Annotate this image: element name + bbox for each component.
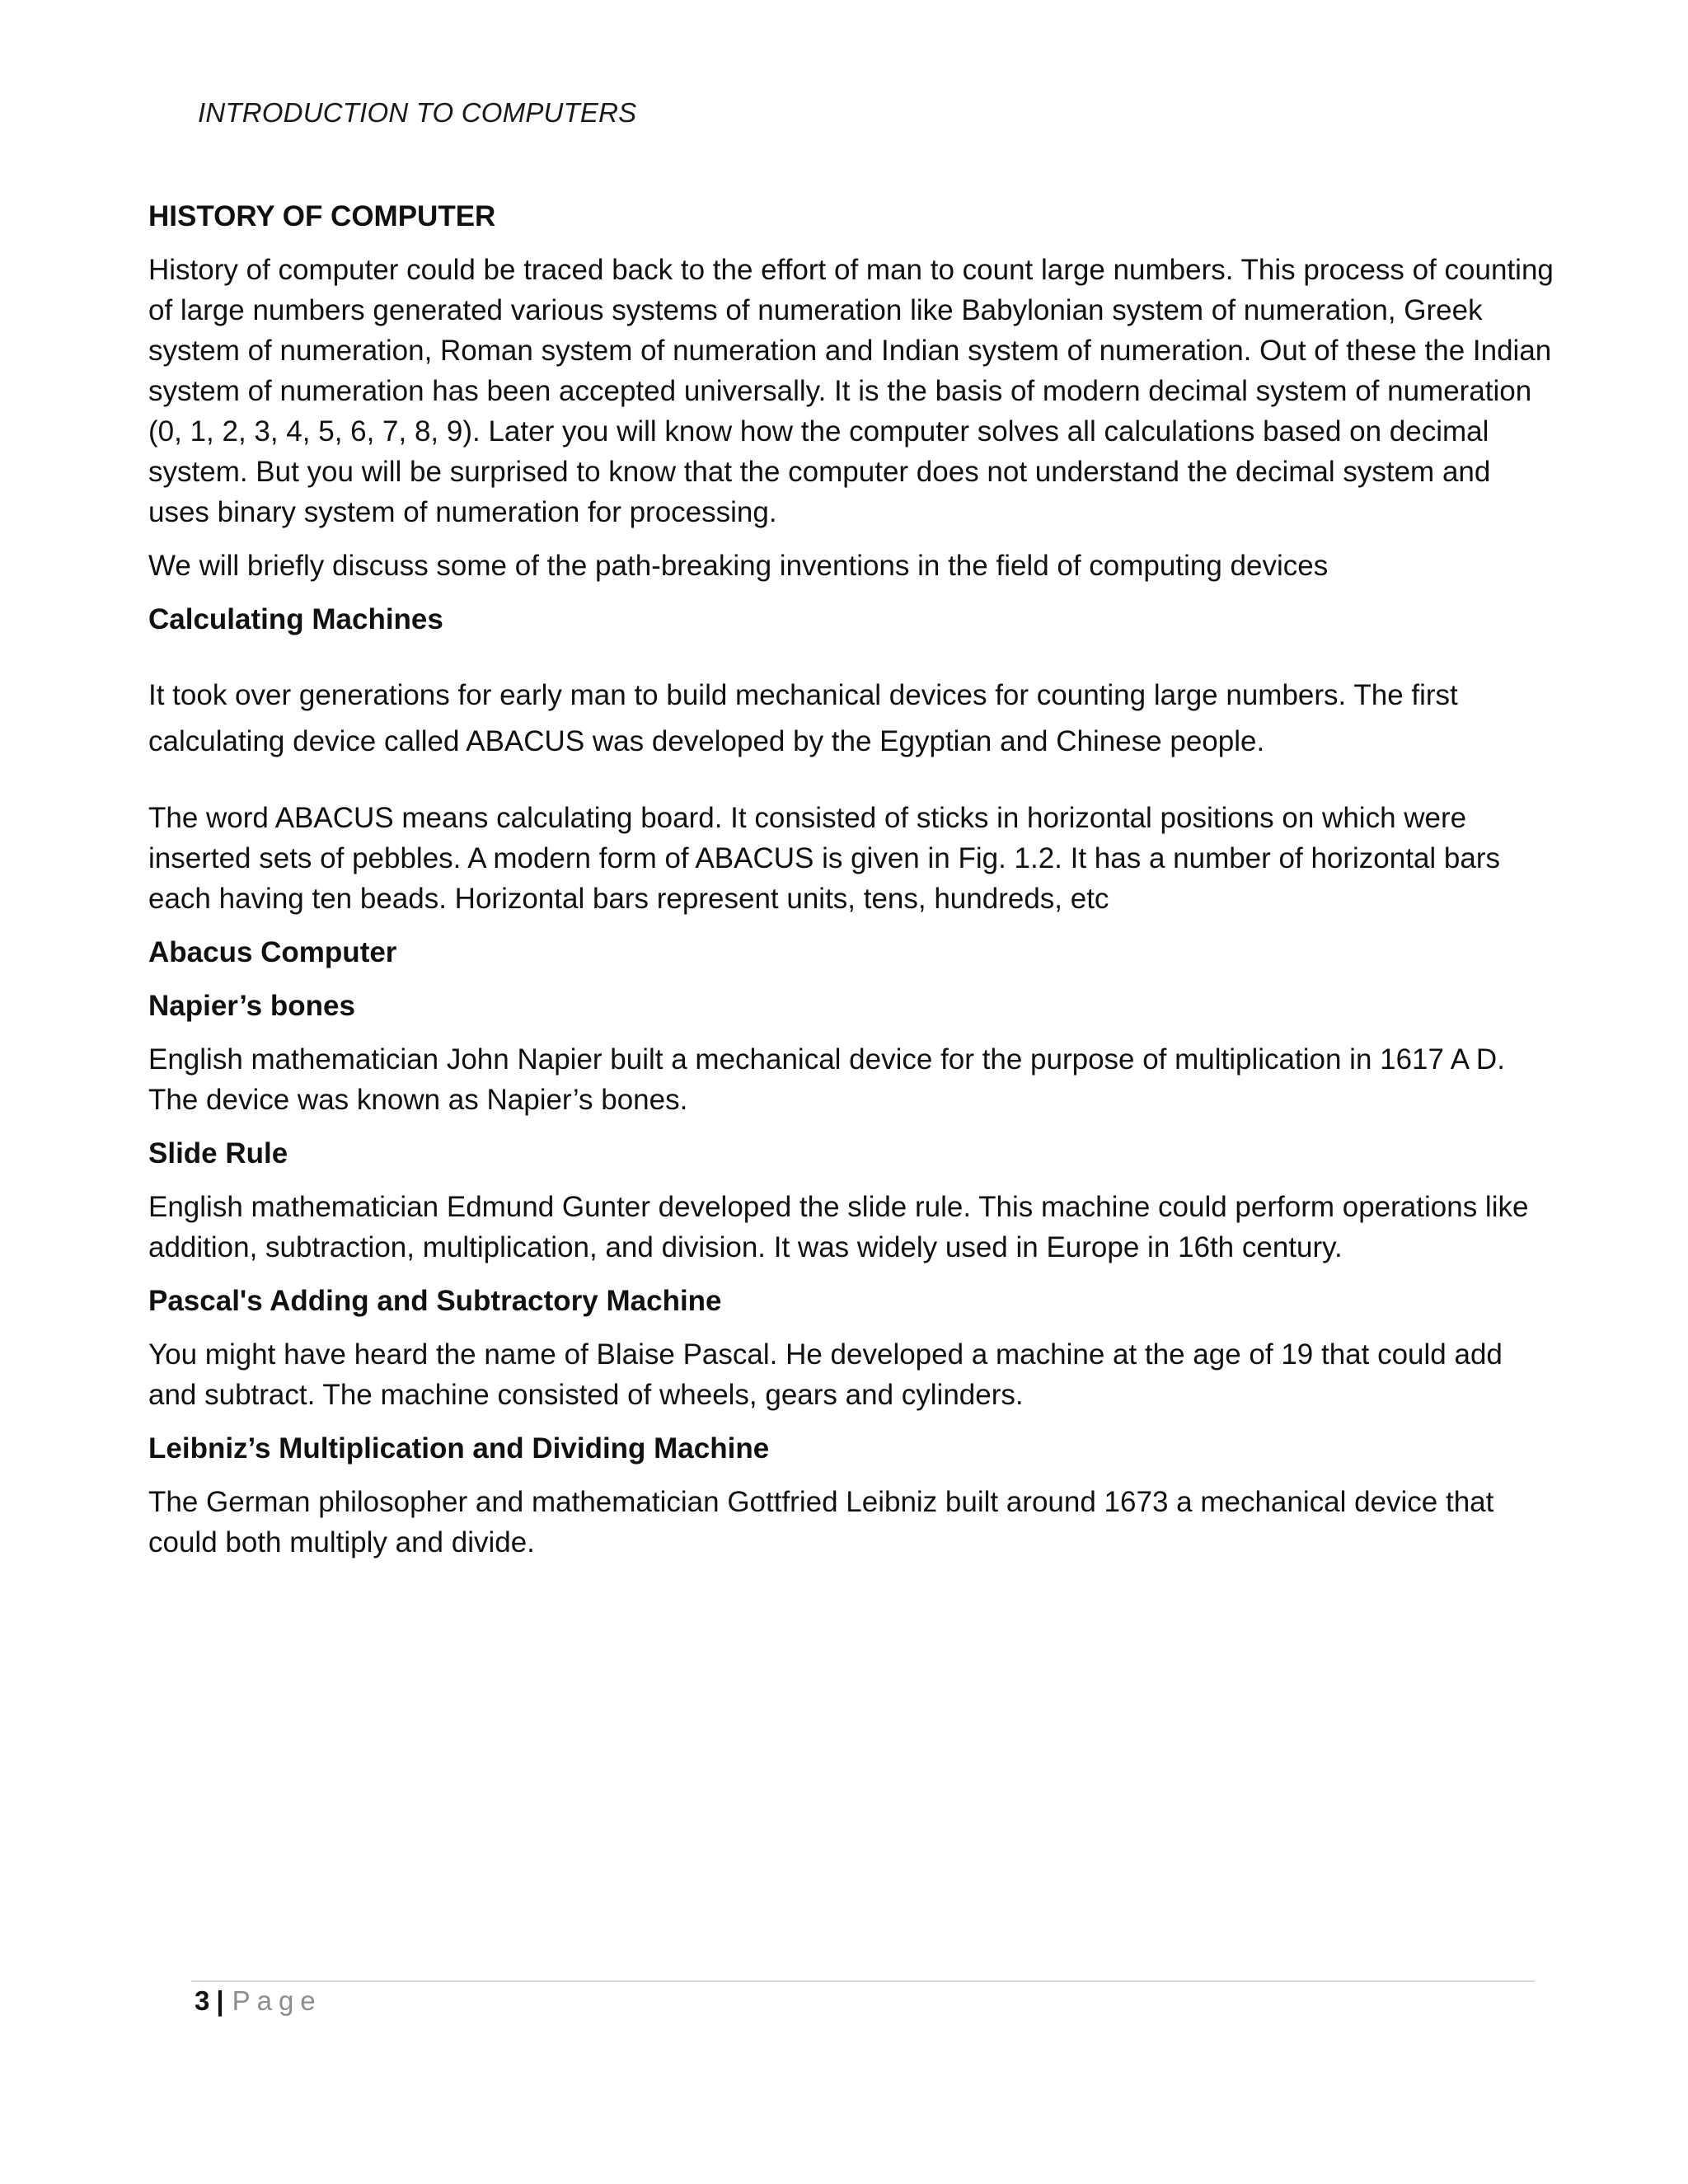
pascal-paragraph: You might have heard the name of Blaise Pascal. He developed a machine at the age of 19 that could add and subtract. The machine consisted of wheels, gears and cylinders. <box>148 1338 1503 1411</box>
footer-separator: | <box>216 1985 224 2016</box>
napiers-bones-paragraph: English mathematician John Napier built a mechanical device for the purpose of multiplication in 1617 A D. The device was known as Napier’s bones. <box>148 1043 1505 1116</box>
leibniz-paragraph: The German philosopher and mathematician Gottfried Leibniz built around 1673 a mechanical device that could both multiply and divide. <box>148 1486 1494 1558</box>
section-heading-leibniz: Leibniz’s Multiplication and Dividing Machine <box>148 1432 770 1465</box>
section-heading-slide-rule: Slide Rule <box>148 1137 288 1169</box>
page-number: 3 <box>195 1985 210 2016</box>
history-paragraph-1: History of computer could be traced back to the effort of man to count large numbers. This process of counting of large numbers generated various systems of numeration like Babylonian system of numeration, Greek system of numeration, Roman system of numeration and Indian system of numeration. Out of these the Indian system of numeration has been accepted universally. It is the basis of modern decimal system of numeration (0, 1, 2, 3, 4, 5, 6, 7, 8, 9). Later you will know how the computer solves all calculations based on decimal system. But you will be surprised to know that the computer does not understand the decimal system and uses binary system of numeration for processing. <box>148 254 1554 528</box>
page-footer <box>195 1981 322 2021</box>
calculating-machines-paragraph-2: The word ABACUS means calculating board. It consisted of sticks in horizontal positions on which were inserted sets of pebbles. A modern form of ABACUS is given in Fig. 1.2. It has a number of horizontal bars each having ten beads. Horizontal bars represent units, tens, hundreds, etc <box>148 802 1501 915</box>
history-paragraph-2: We will briefly discuss some of the path-breaking inventions in the field of computing devices <box>148 550 1329 582</box>
footer-divider <box>191 1980 1535 1982</box>
section-heading-history: HISTORY OF COMPUTER <box>148 200 496 232</box>
page-body <box>148 196 1558 1563</box>
slide-rule-paragraph: English mathematician Edmund Gunter developed the slide rule. This machine could perform operations like addition, subtraction, multiplication, and division. It was widely used in Europe in 16th century. <box>148 1191 1529 1263</box>
page-label: Page <box>232 1985 322 2016</box>
section-heading-abacus-computer: Abacus Computer <box>148 936 397 968</box>
section-heading-calculating-machines: Calculating Machines <box>148 603 443 635</box>
section-heading-napiers-bones: Napier’s bones <box>148 990 355 1022</box>
section-heading-pascal: Pascal's Adding and Subtractory Machine <box>148 1285 722 1317</box>
calculating-machines-paragraph-1: It took over generations for early man to build mechanical devices for counting large numbers. The first calculating device called ABACUS was developed by the Egyptian and Chinese people. <box>148 679 1458 757</box>
running-header: INTRODUCTION TO COMPUTERS <box>198 97 637 128</box>
